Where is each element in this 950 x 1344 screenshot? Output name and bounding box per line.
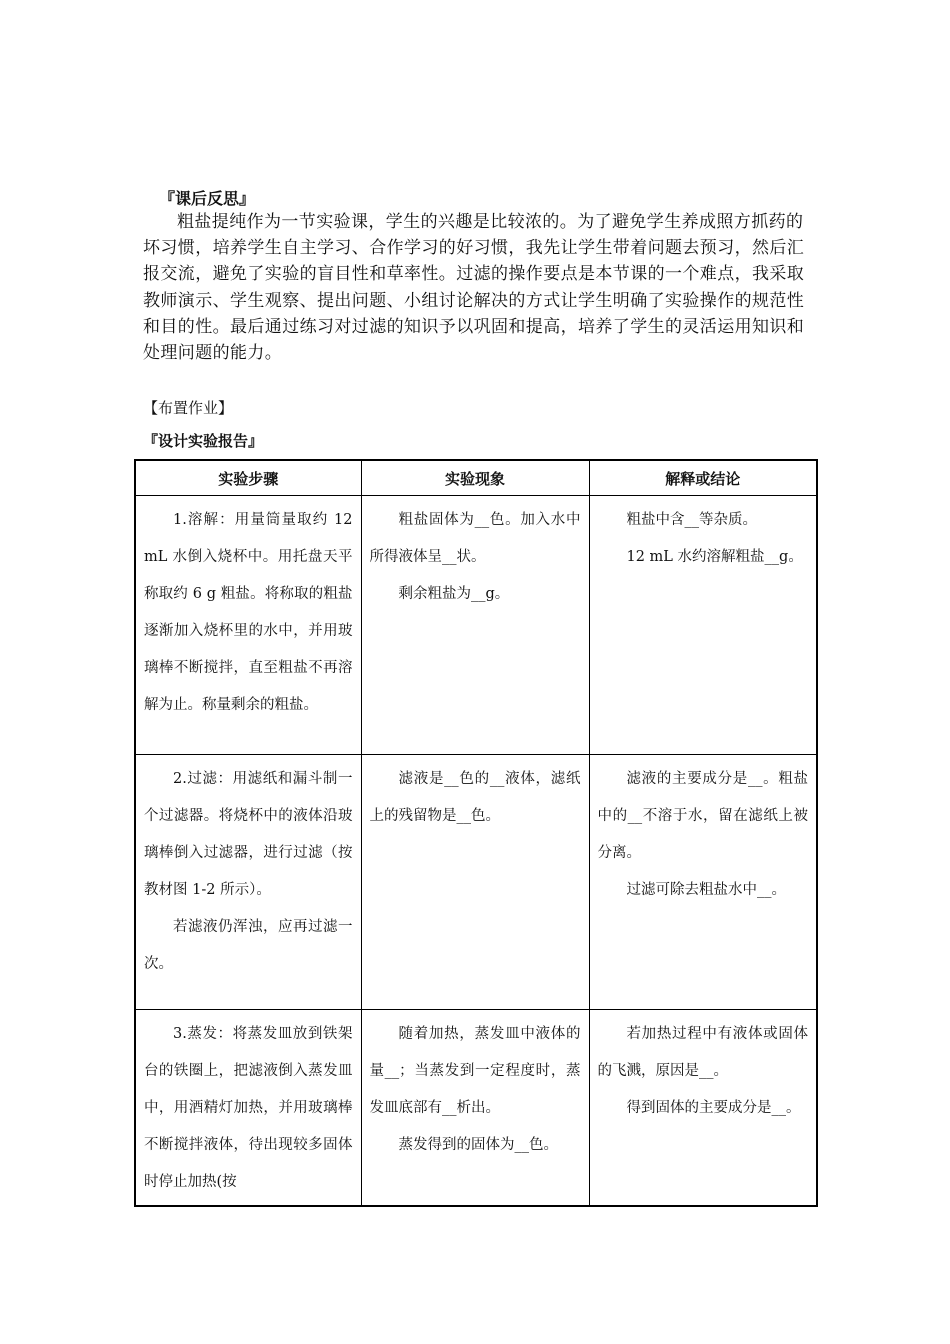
phenomena-cell	[361, 496, 589, 755]
conclusion-text: 12 mL 水约溶解粗盐__g。	[626, 549, 803, 565]
header-phenomena: 实验现象	[361, 460, 589, 496]
conclusion-text: 滤液的主要成分是__。粗盐中的__不溶于水，留在滤纸上被分离。	[597, 771, 808, 861]
conclusion-text: 得到固体的主要成分是__。	[626, 1100, 801, 1116]
table-row	[135, 496, 817, 755]
header-conclusions: 解释或结论	[589, 460, 817, 496]
phenomena-cell	[361, 755, 589, 1010]
conclusion-text: 过滤可除去粗盐水中__。	[626, 882, 786, 898]
conclusion-text: 粗盐中含__等杂质。	[626, 512, 757, 528]
step-text: 3.蒸发：将蒸发皿放到铁架台的铁圈上，把滤液倒入蒸发皿中，用酒精灯加热，并用玻璃棒不断搅拌液体，待出现较多固体时停止加热(按	[144, 1026, 353, 1190]
phenomenon-text: 剩余粗盐为__g。	[398, 586, 510, 602]
experiment-report-table	[134, 459, 818, 1207]
homework-heading: 【布置作业】	[143, 399, 234, 417]
step-text: 若滤液仍浑浊，应再过滤一次。	[144, 919, 353, 972]
phenomenon-text: 粗盐固体为__色。加入水中所得液体呈__状。	[369, 512, 581, 565]
conclusions-cell	[589, 1010, 817, 1207]
table-row	[135, 755, 817, 1010]
header-steps: 实验步骤	[135, 460, 361, 496]
steps-cell	[135, 1010, 361, 1207]
conclusions-cell	[589, 496, 817, 755]
phenomena-cell	[361, 1010, 589, 1207]
table-row	[135, 1010, 817, 1207]
conclusion-text: 若加热过程中有液体或固体的飞溅，原因是__。	[597, 1026, 808, 1079]
reflection-paragraph: 粗盐提纯作为一节实验课，学生的兴趣是比较浓的。为了避免学生养成照方抓药的坏习惯，培养学生自主学习、合作学习的好习惯，我先让学生带着问题去预习，然后汇报交流，避免了实验的盲目性和草率性。过滤的操作要点是本节课的一个难点，我采取教师演示、学生观察、提出问题、小组讨论解决的方式让学生明确了实验操作的规范性和目的性。最后通过练习对过滤的知识予以巩固和提高，培养了学生的灵活运用知识和处理问题的能力。	[143, 212, 805, 364]
steps-cell	[135, 755, 361, 1010]
phenomenon-text: 随着加热，蒸发皿中液体的量__；当蒸发到一定程度时，蒸发皿底部有__析出。	[369, 1026, 581, 1116]
steps-cell	[135, 496, 361, 755]
report-subheading: 『设计实验报告』	[143, 432, 264, 450]
reflection-heading: 『课后反思』	[159, 189, 256, 208]
phenomenon-text: 滤液是__色的__液体，滤纸上的残留物是__色。	[369, 771, 581, 824]
conclusions-cell	[589, 755, 817, 1010]
step-text: 2.过滤：用滤纸和漏斗制一个过滤器。将烧杯中的液体沿玻璃棒倒入过滤器，进行过滤（按教材图 1-2 所示）。	[144, 771, 353, 898]
phenomenon-text: 蒸发得到的固体为__色。	[398, 1137, 558, 1153]
step-text: 1.溶解：用量筒量取约 12 mL 水倒入烧杯中。用托盘天平称取约 6 g 粗盐。将称取的粗盐逐渐加入烧杯里的水中，并用玻璃棒不断搅拌，直至粗盐不再溶解为止。称量剩余的粗盐。	[144, 512, 353, 713]
table-header-row	[135, 460, 817, 496]
